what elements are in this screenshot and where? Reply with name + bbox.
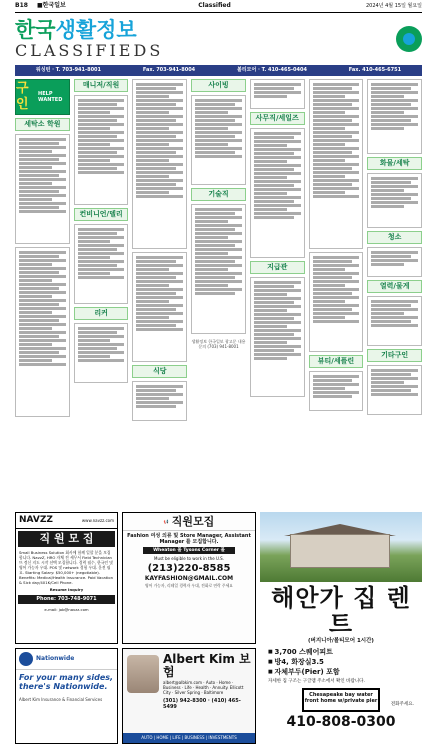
- section-title: Classified: [198, 2, 231, 10]
- albert-info: albert@albkim.com · Auto · Home · Business · Life · Health · Annuity. Ellicott City · Silver Spring · Baltimore: [163, 680, 244, 696]
- masthead-korean: [15, 18, 396, 42]
- kay-header: [123, 513, 255, 531]
- ad-block: [367, 79, 422, 154]
- navzz-body: Small Business Solution 회사에 함께 일할 분을 모집합니다. NavzZ, HRO 자체 전 세무서 Field Technician 뜨 정신 지도 시작 선택 모집합니다. 경력 필수, 한국인 및 영어 가능자 우대. POS 및 network 경험 우대. 운전 필요. Starting Salary: $50,000+ (negotiable). Benefits: Medical/Health Insurance. Paid Vacation & Sick day/401K/Cell Phone.: [19, 550, 114, 586]
- kay-head: 직원모집: [171, 514, 215, 528]
- category-liquor: 리커: [74, 307, 129, 320]
- phone-bar: [15, 65, 422, 76]
- rent-phone: 410-808-0300: [286, 713, 396, 730]
- masthead-title: [15, 18, 396, 60]
- nationwide-header: [16, 649, 117, 670]
- rent-note: 자세한 집 구조는 구글맵 주소에서 확인 바랍니다.: [268, 678, 365, 684]
- kay-location: Wheaton 몰 Tysons Corner 몰: [143, 547, 235, 554]
- albert-phone: (301) 942-8300 · (410) 465-5499: [163, 697, 241, 710]
- nationwide-slogan: For your many sides, there's Nationwide.: [19, 673, 114, 691]
- nationwide-body: Albert Kim Insurance & Financial Services: [19, 697, 103, 702]
- category-other: 기타구인: [367, 349, 422, 362]
- ad-block: [191, 95, 246, 185]
- albert-footer: AUTO | HOME | LIFE | BUSINESS | INVESTMENTS: [123, 733, 255, 743]
- navzz-site: www.navzz.com: [81, 518, 114, 524]
- ad-block: [367, 173, 422, 228]
- house-photo: [260, 512, 422, 582]
- rent-headline: 해안가 집 렌트: [271, 584, 411, 638]
- page-number: B18: [15, 2, 28, 10]
- balt-phone: 볼티모어 · T. 410-465-0404: [236, 67, 307, 74]
- ad-block: [250, 128, 305, 258]
- nationwide-logo-icon: [19, 652, 33, 666]
- ad-block: [367, 296, 422, 346]
- nationwide-brand: Nationwide: [36, 655, 75, 663]
- ad-block: [132, 381, 187, 421]
- navzz-logo-text: NAVZZ: [19, 515, 53, 525]
- notice-text: 생활정보 한국일보 광고문 내용문의 (703) 941-8001: [191, 339, 246, 349]
- ad-block: [250, 79, 305, 109]
- agent-photo: [127, 655, 159, 693]
- navzz-logo: [16, 513, 117, 529]
- paper-name: ■한국일보: [37, 2, 66, 10]
- masthead-english: CLASSIFIEDS: [15, 41, 164, 60]
- help-wanted-korean: 구인: [16, 80, 29, 112]
- column-1: [15, 79, 70, 421]
- rent-sub: (버지니아/볼티모어 1시간): [308, 638, 374, 644]
- waterfront-rent-ad: [260, 512, 422, 744]
- kay-phone: (213)220-8585: [147, 563, 231, 574]
- logo-icon: [396, 26, 422, 52]
- kay-must: Must be eligible to work in the U.S.: [154, 556, 224, 561]
- rent-features: [260, 645, 422, 679]
- kay-email: KAYFASHION@GMAIL.COM: [144, 575, 234, 582]
- navzz-email: e-mail: job@navzz.com: [44, 607, 89, 613]
- kay-footer: 영어 가능자, 리테일 경력자 우대, 전화로 연락 주세요: [145, 583, 233, 588]
- navzz-resume: Resume Inquiry: [49, 587, 84, 593]
- ad-block: [15, 247, 70, 417]
- ad-block: [309, 371, 364, 411]
- albert-kim-ad: [122, 648, 256, 744]
- issue-date: 2024년 4월 15일 월요일: [365, 2, 422, 9]
- navzz-header: 직 원 모 집: [18, 531, 115, 547]
- rent-contact: 전화주세요.: [390, 701, 414, 707]
- ad-block: [367, 365, 422, 415]
- category-teaching: 지급관: [250, 261, 305, 274]
- category-health: 화물/세탁: [367, 157, 422, 170]
- dc-fax: Fax. 703-941-8004: [142, 67, 196, 74]
- category-engineer: 열력/물게: [367, 280, 422, 293]
- help-wanted-banner: [15, 79, 70, 115]
- rent-feature-1: ■ 3,700 스퀘어피트: [268, 647, 414, 657]
- rent-feature-2: ■ 방4, 화장실3.5: [268, 657, 414, 667]
- column-2: [74, 79, 129, 421]
- category-food: 식당: [132, 365, 187, 378]
- display-ads: [15, 512, 422, 744]
- ad-block: [74, 323, 129, 383]
- title-part-1: 한국: [15, 18, 56, 42]
- category-convenience: 컨비니언/델리: [74, 208, 129, 221]
- kay-title: Fashion 여성 의류 및 Store Manager, Assistant Manager 를 모집합니다.: [127, 533, 251, 545]
- megaphone-icon: 📢: [163, 519, 169, 524]
- category-manager: 매니저/직원: [74, 79, 129, 92]
- column-4: [191, 79, 246, 421]
- rent-feature-3: ■ 자체부두(Pier) 포함: [268, 667, 414, 677]
- title-part-2: 생활정보: [55, 18, 137, 42]
- top-strip: [15, 0, 422, 13]
- navzz-phone: Phone: 703-748-9071: [18, 595, 115, 604]
- ad-block: [309, 79, 364, 249]
- ad-block: [191, 204, 246, 334]
- ad-block: [250, 277, 305, 397]
- category-tech: 기술직: [191, 188, 246, 201]
- column-7: [367, 79, 422, 421]
- balt-fax: Fax. 410-465-6751: [348, 67, 402, 74]
- category-beauty: 사이빙: [191, 79, 246, 92]
- category-clean: 청소: [367, 231, 422, 244]
- masthead: [15, 13, 422, 65]
- column-3: [132, 79, 187, 421]
- ad-block: [74, 95, 129, 205]
- ad-block: [74, 224, 129, 304]
- navzz-ad: [15, 512, 118, 644]
- ad-block: [367, 247, 422, 277]
- ad-block: [15, 134, 70, 244]
- nationwide-ad: [15, 648, 118, 744]
- ad-block: [132, 79, 187, 249]
- column-5: [250, 79, 305, 421]
- kay-fashion-ad: [122, 512, 256, 644]
- category-admin: 사무직/세일즈: [250, 112, 305, 125]
- column-6: [309, 79, 364, 421]
- category-beauty-2: 뷰티/세플린: [309, 355, 364, 368]
- help-wanted-english: HELP WANTED: [38, 91, 63, 103]
- house-shape: [290, 534, 390, 568]
- albert-name: Albert Kim 보험: [163, 652, 251, 679]
- classified-grid: [15, 79, 422, 421]
- ad-block: [309, 252, 364, 352]
- category-laundry: 세탁소 학원: [15, 118, 70, 131]
- rent-badge: Chesapeake bay water front home w/private pier: [302, 688, 380, 712]
- ad-block: [132, 252, 187, 362]
- dc-phone: 워싱턴 · T. 703-941-8001: [35, 67, 102, 74]
